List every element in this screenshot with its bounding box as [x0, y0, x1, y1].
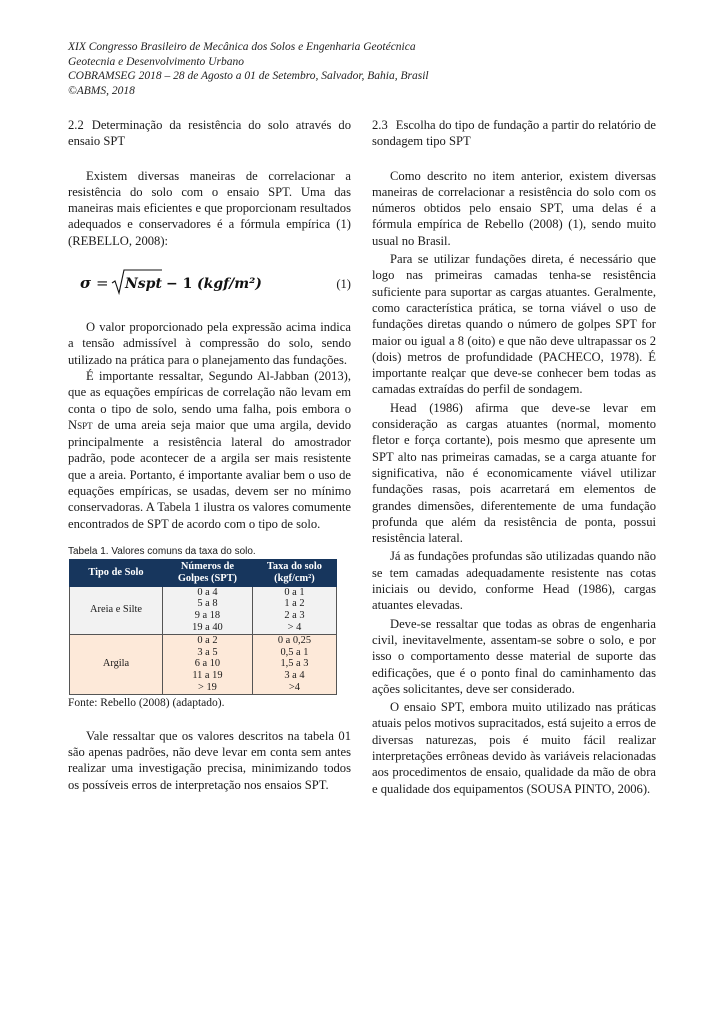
soil-values-table — [69, 559, 337, 695]
section-2-2-heading — [68, 117, 351, 150]
equation-nspt: Nspt — [125, 276, 162, 293]
equation-minus-one: − 1 — [166, 276, 193, 293]
paragraph: Vale ressaltar que os valores descritos na tabela 01 são apenas padrões, não deve levar em conta sem antes realizar uma investigação precisa, minimizando todos os possíveis erros de interpretação nos ensaios SPT. — [68, 728, 351, 792]
paragraph: É importante ressaltar, Segundo Al-Jabban (2013), que as equações empíricas de correlação não levam em conta o tipo de solo, sendo uma falha, pois embora o NSPT de uma areia seja maior que uma argila, devido principalmente a resistência lateral do amostrador padrão, pode acontecer de a argila ser mais resistente que a areia. Portanto, é importante avaliar bem o uso de equações empíricas, se usadas, devem ser no mínimo conservadoras. A Tabela 1 ilustra os valores comumente encontrados de SPT de acordo com o tipo de solo. — [68, 368, 351, 531]
taxa-cell: >4 — [252, 682, 336, 694]
header-line-2: Geotecnia e Desenvolvimento Urbano — [68, 55, 244, 68]
header-spt: Números de Golpes (SPT) — [163, 559, 253, 586]
spt-cell: 0 a 2 — [163, 634, 253, 646]
equation-number: (1) — [336, 277, 351, 292]
equation-graphic — [78, 263, 278, 303]
equation-units: (kgf/m²) — [197, 276, 262, 293]
spt-cell: > 19 — [163, 682, 253, 694]
spt-cell: 6 a 10 — [163, 658, 253, 670]
spt-cell: 0 a 4 — [163, 586, 253, 598]
spt-cell: 5 a 8 — [163, 598, 253, 610]
paragraph: O ensaio SPT, embora muito utilizado nas práticas atuais pelos motivos supracitados, está sujeito a erros de diversas naturezas, pois é muito fácil realizar interpretações errôneas devido às variáveis relacionadas aos procedimentos de ensaio, qualidade da mão de obra e qualidade dos equipamentos (SOUSA PINTO, 2006). — [372, 700, 656, 796]
subscript-spt: SPT — [77, 420, 93, 431]
taxa-cell: 2 a 3 — [252, 610, 336, 622]
table-source: Fonte: Rebello (2008) (adaptado). — [68, 696, 225, 709]
header-line-1: XIX Congresso Brasileiro de Mecânica dos Solos e Engenharia Geotécnica — [68, 41, 416, 53]
taxa-cell: 1,5 a 3 — [252, 658, 336, 670]
table-row — [70, 586, 337, 598]
spt-cell: 9 a 18 — [163, 610, 253, 622]
section-number: 2.3 — [372, 118, 388, 132]
equation-1 — [68, 263, 351, 303]
taxa-cell: 1 a 2 — [252, 598, 336, 610]
soil-type-cell: Argila — [70, 634, 163, 694]
paragraph: Deve-se ressaltar que todas as obras de engenharia civil, inevitavelmente, assentam-se sobre o solo, e por isso o comportamento desse material de suporte das edificações, que é o ponto final do caminhamento das ações solicitantes, deve ser considerado. — [372, 616, 656, 696]
taxa-cell: > 4 — [252, 622, 336, 634]
right-column — [372, 117, 656, 797]
header-soil-type: Tipo de Solo — [70, 559, 163, 586]
paragraph: Para se utilizar fundações direta, é necessário que logo nas primeiras camadas tenha-se resistência suficiente para suportar as cargas atuantes. Geralmente, como característica prática, se torna viável o uso de fundações diretas quando o número de golpes SPT for maior ou igual a 8 (oito) e que não deve ultrapassar os 2 (dois) metros de profundidade (PACHECO, 1978). É importante realçar que deve-se conhecer bem todas as camadas extraídas do perfil de sondagem. — [372, 252, 656, 397]
spt-cell: 19 a 40 — [163, 622, 253, 634]
taxa-cell: 0 a 0,25 — [252, 634, 336, 646]
taxa-cell: 0,5 a 1 — [252, 647, 336, 659]
paragraph: Como descrito no item anterior, existem diversas maneiras de correlacionar a resistência do solo com os números obtidos pelo ensaio SPT, uma delas é a fórmula empírica de Rebello (2008) (1), sendo muito usual no Brasil. — [372, 168, 656, 248]
header-line-4: ©ABMS, 2018 — [68, 84, 135, 97]
taxa-cell: 0 a 1 — [252, 586, 336, 598]
spt-cell: 3 a 5 — [163, 647, 253, 659]
taxa-cell: 3 a 4 — [252, 670, 336, 682]
section-title: Determinação da resistência do solo através do ensaio SPT — [68, 118, 351, 149]
section-number: 2.2 — [68, 118, 84, 132]
table-header-row — [70, 559, 337, 586]
paragraph: Head (1986) afirma que deve-se levar em consideração as cargas atuantes (normal, momento fletor e força cortante), pois mesmo que apresente um SPT alto nas primeiras camadas, se a carga atuante for significativa, não é economicamente viável utilizar fundações rasas, pois acarretará em elementos de grandes dimensões, diferentemente de uma fundação profunda que além da resistência de ponta, possui resistência lateral. — [372, 400, 656, 546]
equation-equals: = — [96, 274, 109, 293]
soil-type-cell: Areia e Silte — [70, 586, 163, 634]
conference-header — [68, 40, 429, 98]
paragraph: O valor proporcionado pela expressão acima indica a tensão admissível à compressão do solo, sendo utilizado na prática para o planejamento das fundações. — [68, 320, 351, 367]
equation-sigma: σ — [80, 274, 92, 293]
paragraph: Existem diversas maneiras de correlacionar a resistência do solo com o ensaio SPT. Uma das maneiras mais eficientes e que proporcionam resultados adequados e conservadores é a fórmula empírica (1) (REBELLO, 2008): — [68, 168, 351, 248]
paragraph: Já as fundações profundas são utilizadas quando não se tem camadas adequadamente resistente nas cotas iniciais ou devido, conforme Head (1986), cargas atuantes elevadas. — [372, 549, 656, 613]
table-row — [70, 634, 337, 646]
section-title: Escolha do tipo de fundação a partir do relatório de sondagem tipo SPT — [372, 118, 656, 149]
header-taxa: Taxa do solo (kgf/cm²) — [252, 559, 336, 586]
table-caption: Tabela 1. Valores comuns da taxa do solo. — [68, 545, 256, 557]
left-column — [68, 117, 351, 793]
header-line-3: COBRAMSEG 2018 – 28 de Agosto a 01 de Setembro, Salvador, Bahia, Brasil — [68, 70, 429, 82]
spt-cell: 11 a 19 — [163, 670, 253, 682]
section-2-3-heading — [372, 117, 656, 150]
